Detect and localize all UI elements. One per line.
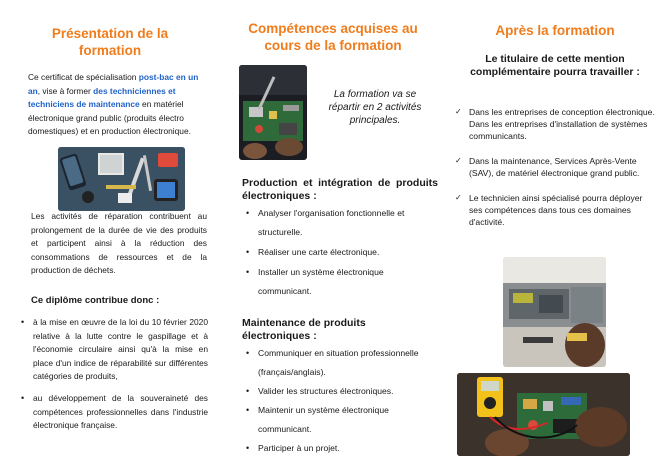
list-item: • au développement de la souveraineté des compétences professionnelles dans l'industrie électronique française. [21, 392, 208, 431]
repair-workbench-photo [503, 257, 606, 367]
bullet-icon: • [246, 208, 250, 218]
presentation-paragraph: Les activités de réparation contribuent au prolongement de la durée de vie des produits et participent ainsi à la réduction des consommations de ressources et de la production de déchets. [31, 211, 207, 276]
bullet-icon: • [21, 392, 25, 403]
technician-soldering-photo [239, 65, 307, 160]
column-presentation [0, 0, 220, 471]
bullet-icon: • [246, 267, 250, 277]
diploma-contribution-list [19, 316, 208, 433]
production-skills-list [244, 204, 422, 301]
column-apres-formation [446, 0, 664, 471]
maintenance-section-title: Maintenance de produits électroniques : [242, 317, 366, 342]
bullet-icon: • [246, 405, 250, 415]
apres-formation-title: Après la formation [495, 23, 615, 38]
list-item: • Valider les structures électroniques. [244, 382, 422, 401]
bullet-icon: • [21, 317, 25, 327]
list-item: ✓ Dans la maintenance, Services Après-Vente (SAV), de matériel électronique grand public. [455, 156, 640, 178]
list-item: ✓ Dans les entreprises de conception électronique. Dans les entreprises d'installation de systèmes communicants. [455, 107, 655, 141]
apres-formation-subtitle: Le titulaire de cette mention complémentaire pourra travailler : [470, 53, 640, 78]
list-item: • Réaliser une carte électronique. [244, 243, 422, 262]
bullet-icon: • [246, 348, 250, 358]
bullet-icon: • [246, 386, 250, 396]
multimeter-repair-photo [457, 373, 630, 456]
list-item: • Maintenir un système électronique communicant. [244, 401, 422, 439]
diploma-subtitle: Ce diplôme contribue donc : [31, 295, 160, 306]
list-item: • Communiquer en situation professionnelle (français/anglais). [244, 344, 422, 382]
presentation-intro: Ce certificat de spécialisation post-bac en un an, vise à former des techniciennes et techniciens de maintenance en matériel électronique grand public (produits électro domestiques) et en production électronique. [28, 72, 199, 137]
activities-caption: La formation va se répartir en 2 activités principales. [328, 89, 422, 126]
competences-title: Compétences acquises au cours de la formation [248, 21, 418, 53]
list-item: ✓ Le technicien ainsi spécialisé pourra déployer ses compétences dans tous ces domaines d'activité. [455, 193, 643, 227]
bullet-icon: • [246, 443, 250, 453]
list-item: • Participer à un projet. [244, 439, 422, 458]
check-icon: ✓ [455, 156, 462, 165]
list-item: • à la mise en œuvre de la loi du 10 février 2020 relative à la lutte contre le gaspillage et à l'économie circulaire ainsi qu'à la mise en place d'un indice de réparabilité sur différentes catégories de produits, [21, 317, 208, 382]
list-item: • Analyser l'organisation fonctionnelle et structurelle. [244, 204, 422, 242]
career-options-list [455, 106, 655, 228]
production-section-title: Production et intégration de produits électroniques : [242, 177, 438, 202]
maintenance-skills-list [244, 344, 422, 458]
bullet-icon: • [246, 247, 250, 257]
list-item: • Installer un système électronique communicant. [244, 263, 422, 301]
presentation-title: Présentation de la formation [51, 26, 169, 58]
check-icon: ✓ [455, 107, 462, 116]
repair-tools-photo [58, 147, 185, 211]
check-icon: ✓ [455, 193, 462, 202]
column-competences [222, 0, 444, 471]
